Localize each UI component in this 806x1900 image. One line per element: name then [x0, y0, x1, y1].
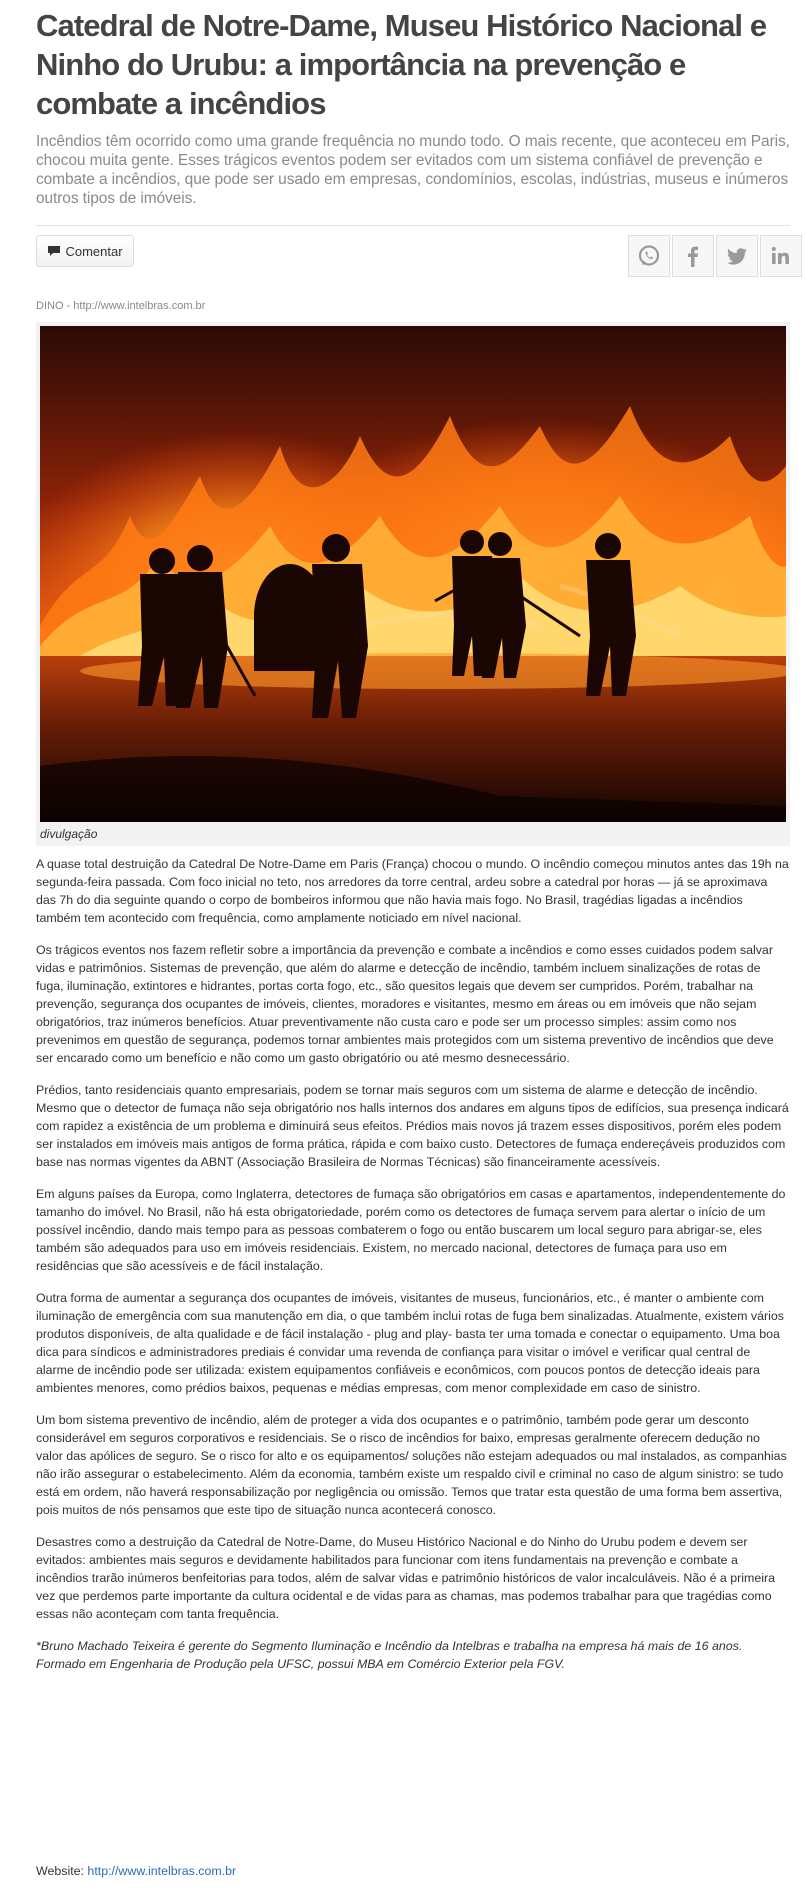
- paragraph-2: Os trágicos eventos nos fazem refletir sobre a importância da prevenção e combate a incêndios e como esses cuidados podem salvar vidas e patrimônios. Sistemas de prevenção, que além do alarme e detecção de incêndio, também incluem sinalizações de rotas de fuga, iluminação, extintores e hidrantes, portas corta fogo, etc., são quesitos legais que devem ser cumpridos. Porém, trabalhar na prevenção, segurança dos ocupantes de imóveis, clientes, moradores e visitantes, mesmo em áreas ou em imóveis que não sejam obrigatórios, traz inúmeros benefícios. Atuar preventivamente não custa caro e pode ser um processo simples: assim como nos prevenimos em questão de segurança, podemos tornar ambientes mais protegidos com um sistema preventivo de incêndios que deve ser encarado como um benefício e não como um gasto obrigatório ou até mesmo desnecessário.: [36, 943, 774, 1065]
- article-lead: Incêndios têm ocorrido como uma grande frequência no mundo todo. O mais recente, que aconteceu em Paris, chocou muita gente. Esses trágicos eventos podem ser evitados com um sistema confiável de prevenção e combate a incêndios, que pode ser usado em empresas, condomínios, escolas, indústrias, museus e inúmeros outros tipos de imóveis.: [36, 133, 790, 207]
- facebook-icon: [680, 243, 706, 269]
- article-source: DINO - http://www.intelbras.com.br: [36, 300, 206, 312]
- article-body: [36, 855, 790, 1687]
- linkedin-icon: [768, 243, 794, 269]
- article-figure: [36, 322, 790, 846]
- paragraph-7: Desastres como a destruição da Catedral de Notre-Dame, do Museu Histórico Nacional e do Ninho do Urubu podem e devem ser evitados: ambientes mais seguros e devidamente habilitados para funcionar com itens fundamentais na prevenção e combate a incêndios trarão inúmeros benfeitorias para todos, além de salvar vidas e patrimônio históricos de valor incalculáveis. Não é a primeira vez que perdemos parte importante da cultura ocidental e de vidas para as chamas, mas podemos trabalhar para que tragédias como essas não aconteçam com tanta frequência.: [36, 1535, 775, 1621]
- twitter-icon: [724, 243, 750, 269]
- divider: [36, 225, 790, 226]
- whatsapp-icon: [636, 243, 662, 269]
- author-signature: *Bruno Machado Teixeira é gerente do Segmento Iluminação e Incêndio da Intelbras e trabalha na empresa há mais de 16 anos. Formado em Engenharia de Produção pela UFSC, possui MBA em Comércio Exterior pela FGV.: [36, 1639, 743, 1671]
- comment-button-label: Comentar: [65, 243, 123, 259]
- article-title: Catedral de Notre-Dame, Museu Histórico Nacional e Ninho do Urubu: a importância na prevenção e combate a incêndios: [36, 8, 767, 121]
- website-link[interactable]: http://www.intelbras.com.br: [87, 1864, 237, 1878]
- firefighters-photo: [40, 326, 786, 822]
- share-facebook-button[interactable]: [672, 235, 714, 277]
- comment-button[interactable]: [36, 235, 134, 267]
- paragraph-1: A quase total destruição da Catedral De Notre-Dame em Paris (França) chocou o mundo. O incêndio começou minutos antes das 19h na segunda-feira passada. Com foco inicial no teto, nos arredores da torre central, ardeu sobre a catedral por horas — já se aproximava das 7h do dia seguinte quando o corpo de bombeiros informou que não havia mais fogo. No Brasil, tragédias ligadas a incêndios também tem acontecido com frequência, como amplamente noticiado em nível nacional.: [36, 857, 789, 925]
- image-caption: divulgação: [40, 827, 98, 841]
- paragraph-4: Em alguns países da Europa, como Inglaterra, detectores de fumaça são obrigatórios em casas e apartamentos, independentemente do tamanho do imóvel. No Brasil, não há esta obrigatoriedade, porém como os detectores de fumaça servem para alertar o início de um possível incêndio, dando mais tempo para as pessoas combaterem o fogo ou então buscarem um local seguro para abrigar-se, eles também são adequados para uso em imóveis residenciais. Existem, no mercado nacional, detectores de fumaça para uso em residências que são acessíveis e de fácil instalação.: [36, 1187, 786, 1273]
- paragraph-5: Outra forma de aumentar a segurança dos ocupantes de imóveis, visitantes de museus, funcionários, etc., é manter o ambiente com iluminação de emergência com sua manutenção em dia, o que também inclui rotas de fuga bem sinalizadas. Atualmente, existem vários produtos disponíveis, de alta qualidade e de fácil instalação - plug and play- basta ter uma tomada e conectar o equipamento. Uma boa dica para síndicos e administradores prediais é convidar uma revenda de confiança para visitar o imóvel e verificar qual central de alarme de incêndio pode ser utilizada: existem equipamentos confiáveis e econômicos, com poucos pontos de detecção ideais para ambientes menores, como prédios baixos, pequenas e médias empresas, com menor complexidade em caso de sinistro.: [36, 1291, 784, 1395]
- paragraph-3: Prédios, tanto residenciais quanto empresariais, podem se tornar mais seguros com um sistema de alarme e detecção de incêndio. Mesmo que o detector de fumaça não seja obrigatório nos halls internos dos andares em alguns tipos de edifícios, sua presença indicará com rapidez a existência de um problema e diminuirá seus efeitos. Prédios mais novos já trazem esses dispositivos, porém eles podem ser instalados em imóveis mais antigos de forma prática, rápida e com baixo custo. Detectores de fumaça endereçáveis produzidos com base nas normas vigentes da ABNT (Associação Brasileira de Normas Técnicas) são financeiramente acessíveis.: [36, 1083, 789, 1169]
- website-line: [36, 1864, 236, 1878]
- paragraph-6: Um bom sistema preventivo de incêndio, além de proteger a vida dos ocupantes e o patrimônio, também pode gerar um desconto considerável em seguros corporativos e residenciais. Se o risco de incêndios for baixo, empresas geralmente oferecem dedução no valor das apólices de seguro. Se o risco for alto e os equipamentos/ soluções não estejam adequados ou mal instalados, as companhias não irão assegurar o estabelecimento. Além da economia, também existe um respaldo civil e criminal no caso de algum sinistro: se tudo está em ordem, não haverá responsabilização por negligência ou omissão. Temos que tratar esta questão de uma forma bem assertiva, pois muitos de nós pensamos que este tipo de situação nunca acontecerá conosco.: [36, 1413, 787, 1517]
- share-bar: [626, 235, 802, 277]
- share-whatsapp-button[interactable]: [628, 235, 670, 277]
- share-twitter-button[interactable]: [716, 235, 758, 277]
- fire-scene-illustration: [40, 326, 786, 822]
- share-linkedin-button[interactable]: [760, 235, 802, 277]
- website-label: Website:: [36, 1864, 88, 1878]
- speech-bubble-icon: [47, 245, 61, 257]
